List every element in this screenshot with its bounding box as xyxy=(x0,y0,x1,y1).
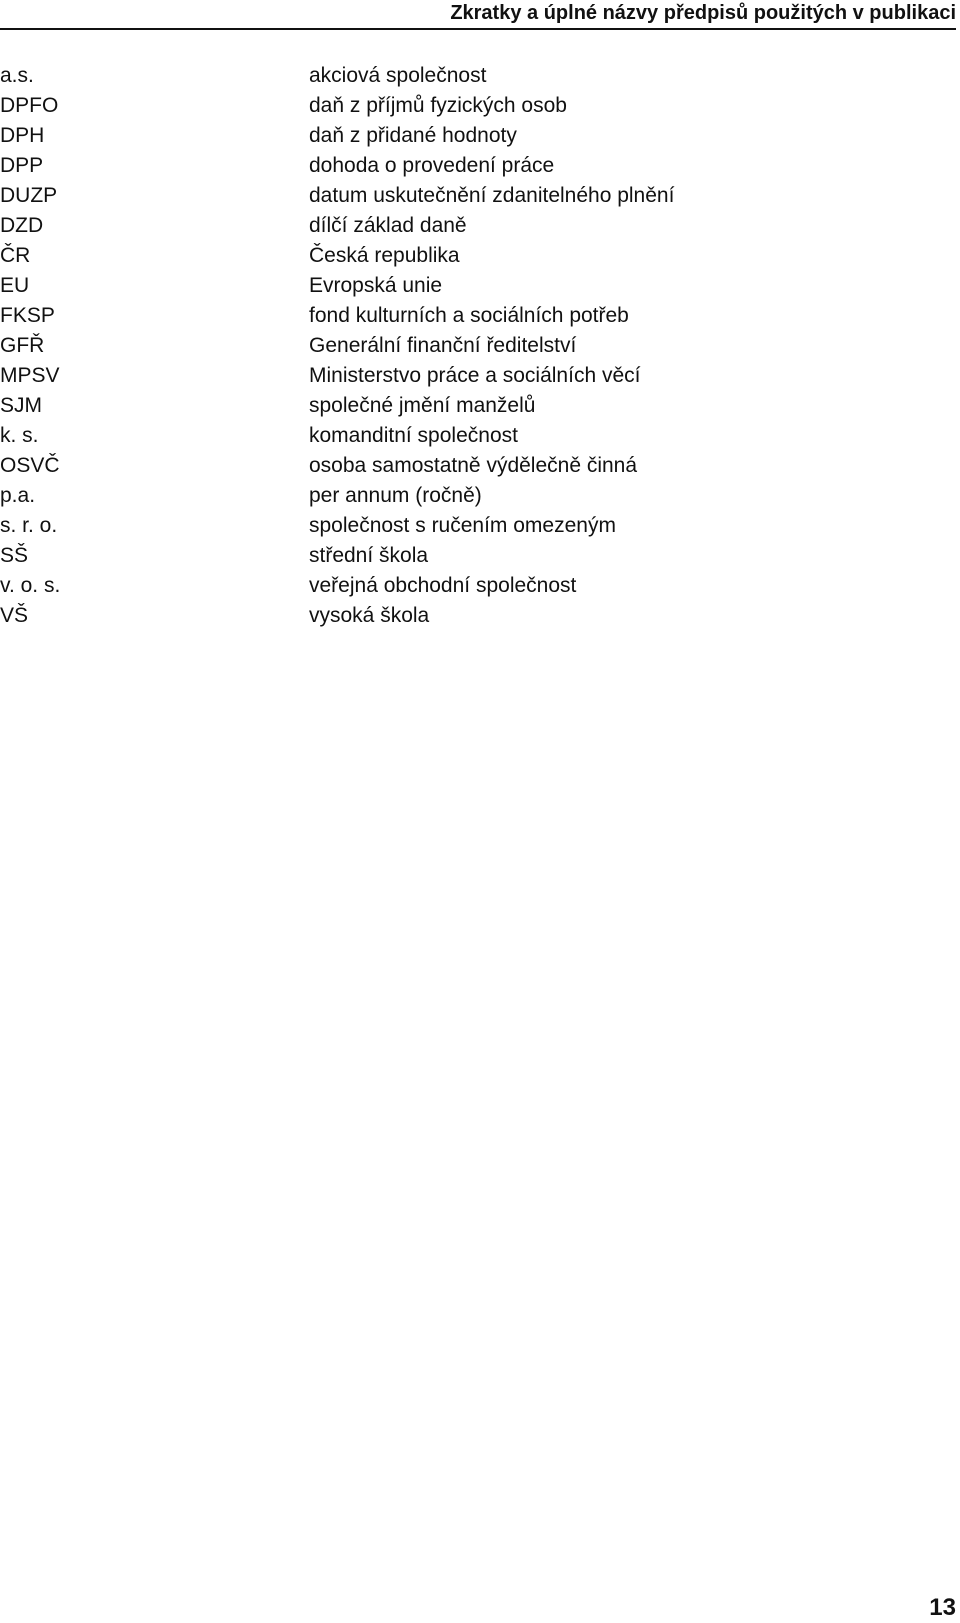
abbreviation: DPH xyxy=(0,124,45,147)
full-name: Česká republika xyxy=(309,244,460,267)
list-item xyxy=(0,541,960,571)
full-name: datum uskutečnění zdanitelného plnění xyxy=(309,184,675,207)
abbreviation: FKSP xyxy=(0,304,55,327)
abbreviation: DUZP xyxy=(0,184,58,207)
list-item xyxy=(0,601,960,631)
page-number: 13 xyxy=(929,1594,956,1621)
full-name: dohoda o provedení práce xyxy=(309,154,555,177)
abbreviation: v. o. s. xyxy=(0,574,61,597)
page-title: Zkratky a úplné názvy předpisů použitých v publikaci xyxy=(450,2,956,24)
header-divider xyxy=(0,28,956,30)
full-name: akciová společnost xyxy=(309,64,487,87)
full-name: společnost s ručením omezeným xyxy=(309,514,616,537)
full-name: Generální finanční ředitelství xyxy=(309,334,577,357)
list-item xyxy=(0,421,960,451)
full-name: per annum (ročně) xyxy=(309,484,482,507)
abbreviation: VŠ xyxy=(0,604,29,627)
full-name: dílčí základ daně xyxy=(309,214,467,237)
full-name: daň z příjmů fyzických osob xyxy=(309,94,567,117)
list-item xyxy=(0,241,960,271)
list-item xyxy=(0,61,960,91)
abbreviation: k. s. xyxy=(0,424,39,447)
full-name: veřejná obchodní společnost xyxy=(309,574,577,597)
abbreviation: a.s. xyxy=(0,64,34,87)
full-name: osoba samostatně výdělečně činná xyxy=(309,454,638,477)
abbreviation: OSVČ xyxy=(0,454,60,477)
abbreviation: GFŘ xyxy=(0,334,45,357)
list-item xyxy=(0,181,960,211)
list-item xyxy=(0,91,960,121)
list-item xyxy=(0,361,960,391)
abbreviation: p.a. xyxy=(0,484,36,507)
list-item xyxy=(0,571,960,601)
list-item xyxy=(0,301,960,331)
abbreviation: EU xyxy=(0,274,30,297)
full-name: společné jmění manželů xyxy=(309,394,536,417)
list-item xyxy=(0,391,960,421)
abbreviation: MPSV xyxy=(0,364,60,387)
abbreviation: SŠ xyxy=(0,544,29,567)
abbreviation: DPP xyxy=(0,154,44,177)
list-item xyxy=(0,481,960,511)
list-item xyxy=(0,511,960,541)
abbreviation: ČR xyxy=(0,244,31,267)
list-item xyxy=(0,211,960,241)
full-name: daň z přidané hodnoty xyxy=(309,124,517,147)
full-name: vysoká škola xyxy=(309,604,430,627)
list-item xyxy=(0,271,960,301)
abbreviation: SJM xyxy=(0,394,42,417)
full-name: Evropská unie xyxy=(309,274,443,297)
abbreviation: s. r. o. xyxy=(0,514,58,537)
full-name: Ministerstvo práce a sociálních věcí xyxy=(309,364,641,387)
full-name: střední škola xyxy=(309,544,429,567)
full-name: fond kulturních a sociálních potřeb xyxy=(309,304,629,327)
full-name: komanditní společnost xyxy=(309,424,518,447)
list-item xyxy=(0,121,960,151)
abbreviation: DPFO xyxy=(0,94,59,117)
abbreviation: DZD xyxy=(0,214,44,237)
list-item xyxy=(0,151,960,181)
abbreviation-list xyxy=(0,61,960,631)
list-item xyxy=(0,331,960,361)
list-item xyxy=(0,451,960,481)
